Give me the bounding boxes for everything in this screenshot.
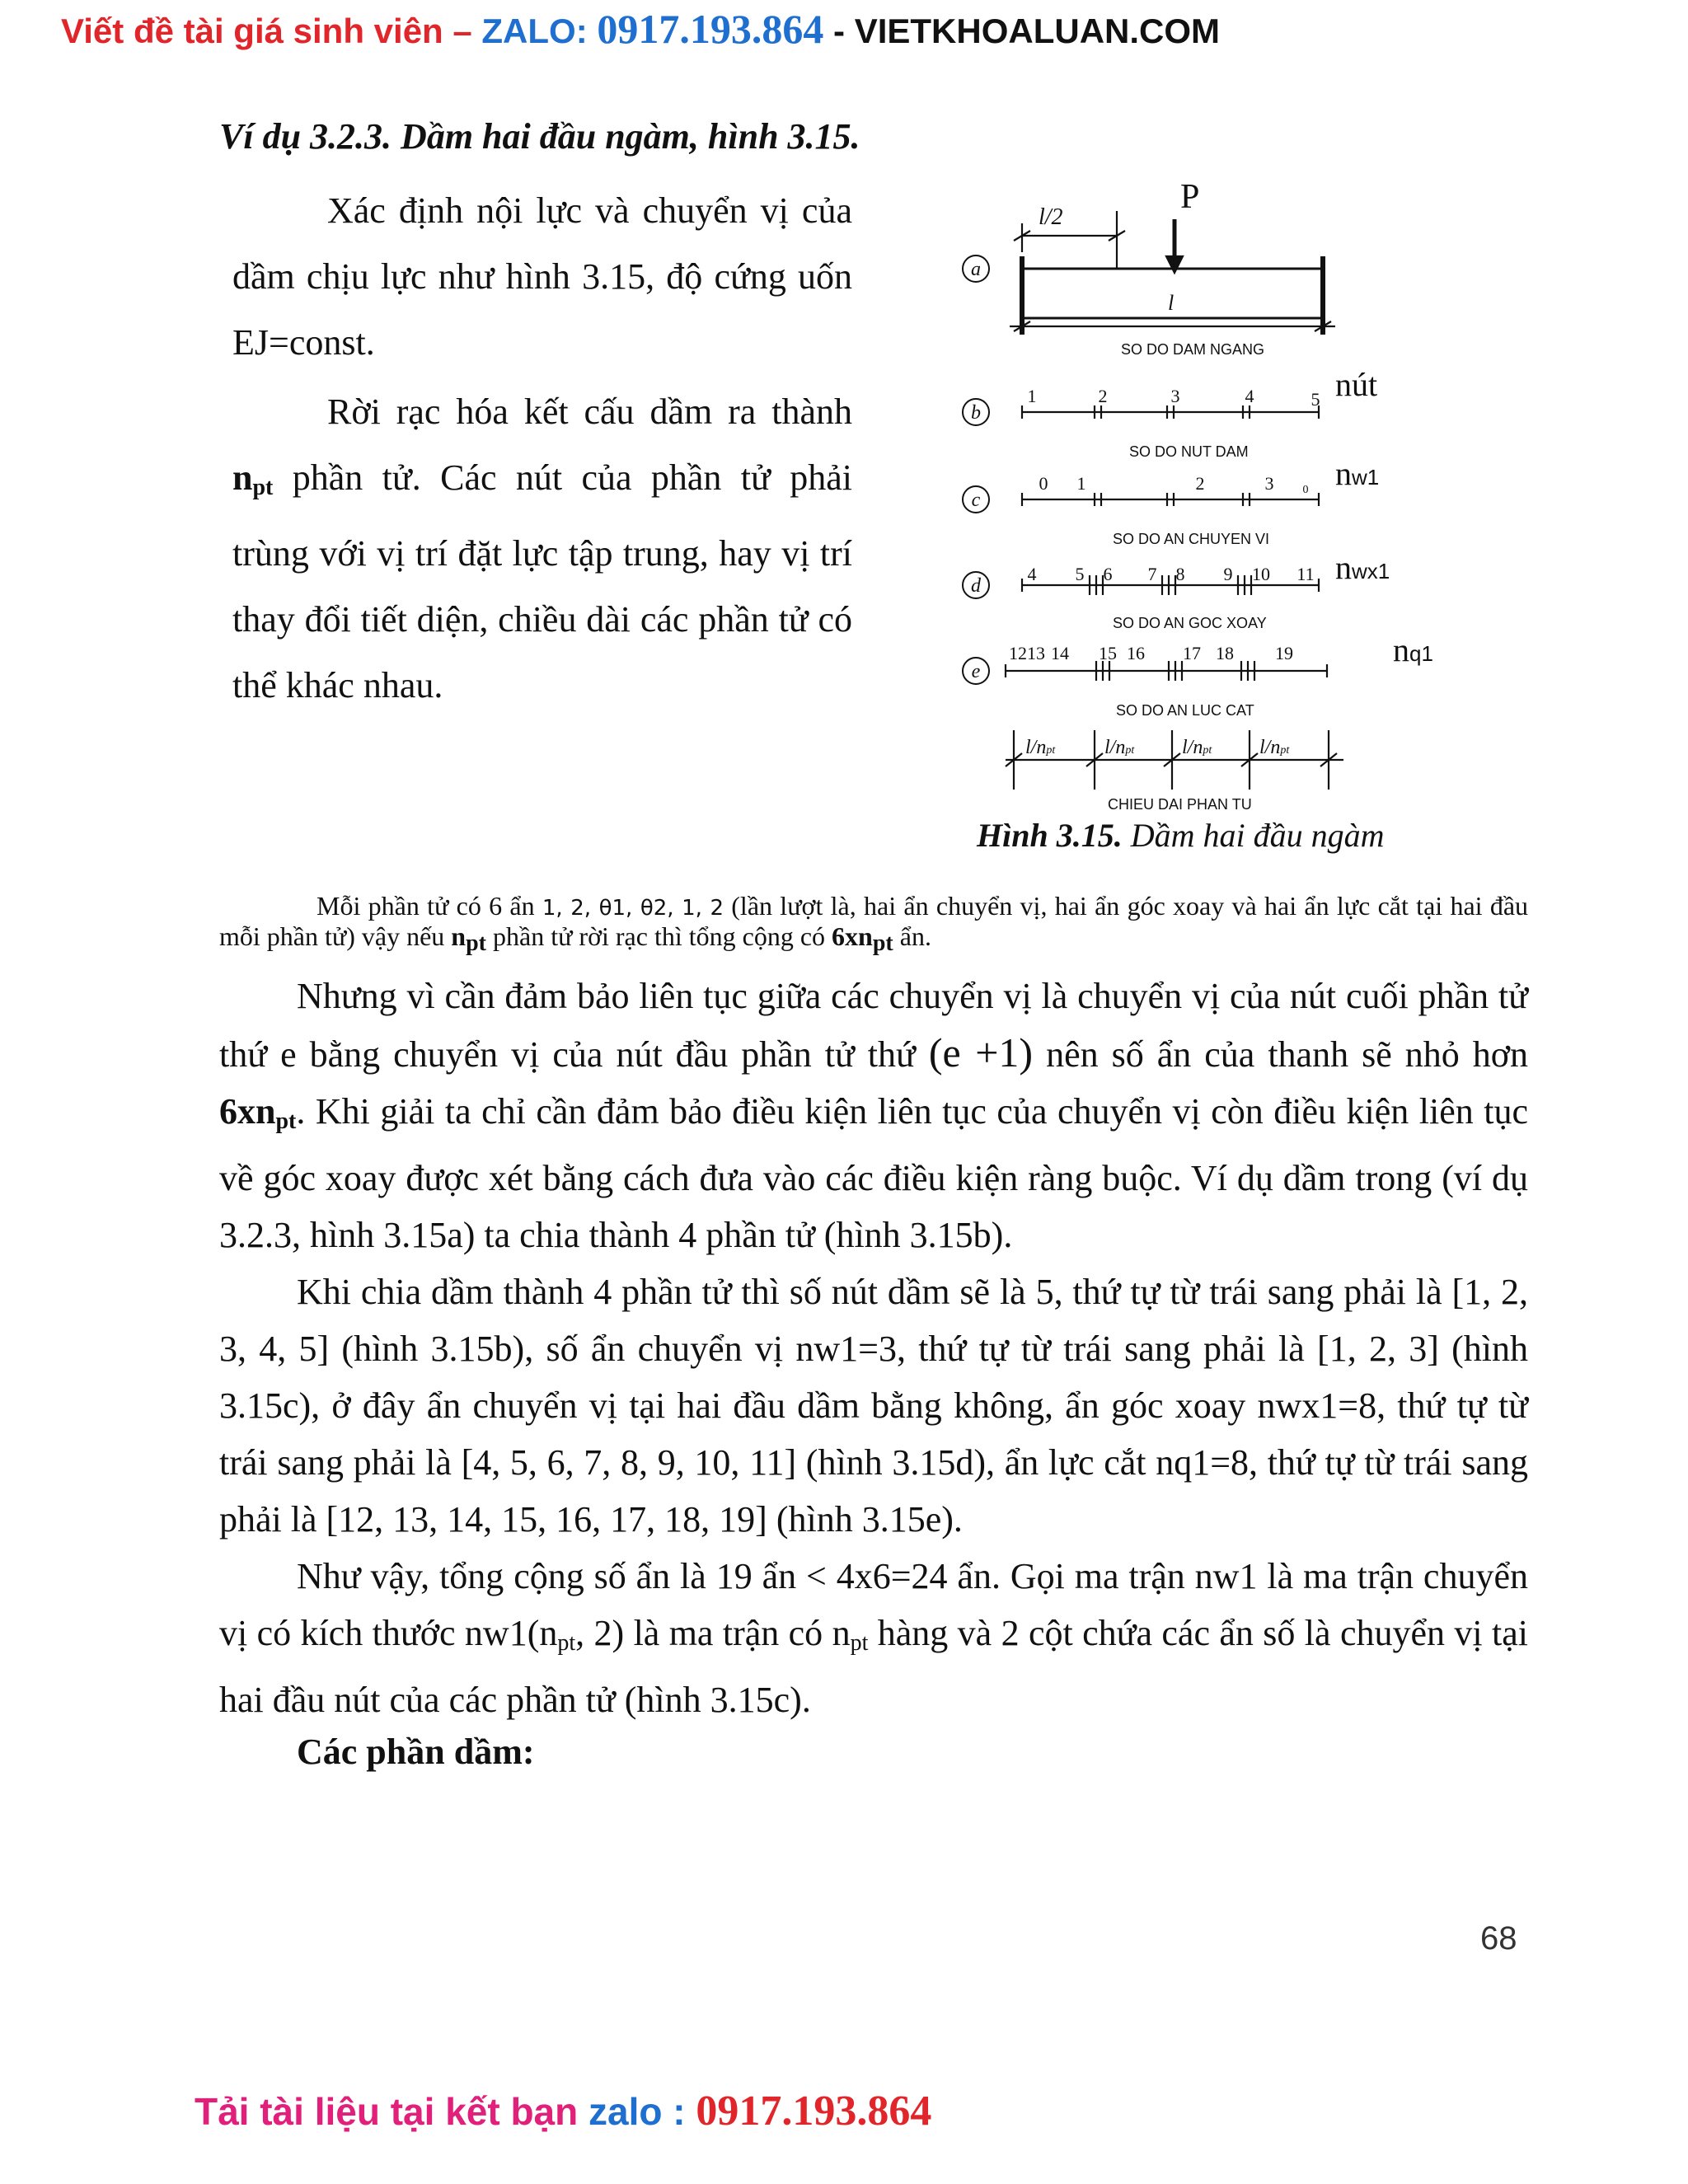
example-title: Ví dụ 3.2.3. Dầm hai đầu ngàm, hình 3.15. — [219, 116, 860, 157]
small-paragraph — [219, 892, 1528, 958]
text-span: phần tử. Các nút của phần tử phải trùng với vị trí đặt lực tập trung, hay vị trí thay đổi tiết diện, chiều dài các phần tử có thể khác nhau. — [232, 457, 852, 705]
rot-num: 6 — [1103, 564, 1113, 584]
caption-text: Dầm hai đầu ngàm — [1122, 817, 1385, 854]
text-span: ẩn. — [893, 921, 931, 951]
text-span: hàng và 2 cột chứa các ẩn số là chuyển vị tại hai đầu nút của các phần tử (hình 3.15c). — [219, 1613, 1528, 1720]
row-label-b: b — [971, 402, 981, 424]
rot-num: 7 — [1147, 564, 1157, 584]
pt-subscript: pt — [252, 475, 274, 500]
caption-f: CHIEU DAI PHAN TU — [1108, 796, 1252, 813]
body-text — [219, 968, 1528, 1728]
shear-num: 1213 — [1009, 643, 1045, 663]
shear-num: 19 — [1275, 643, 1293, 663]
text-span: phần tử rời rạc thì tổng cộng có — [485, 921, 832, 951]
top-banner — [61, 5, 1220, 53]
node-num: 3 — [1170, 386, 1180, 406]
row-label-a: a — [971, 259, 981, 280]
banner-text: Tải tài liệu tại kết bạn — [195, 2090, 589, 2133]
npt-symbol: npt — [451, 921, 486, 956]
label-half-length: l/2 — [1039, 204, 1063, 230]
beam-diagram — [956, 178, 1442, 821]
rot-num: 4 — [1027, 564, 1037, 584]
rot-num: 11 — [1296, 564, 1315, 584]
caption-b: SO DO NUT DAM — [1129, 443, 1249, 460]
shear-num: 17 — [1183, 643, 1201, 663]
label-load-p: P — [1180, 178, 1200, 216]
row-label-e: e — [971, 661, 981, 682]
caption-e: SO DO AN LUC CAT — [1116, 702, 1254, 719]
small-paragraph-text — [219, 892, 1528, 958]
row-label-c: c — [971, 490, 981, 511]
paragraph-2 — [232, 379, 852, 719]
side-label-nwx1: nwx1 — [1335, 549, 1390, 586]
caption-d: SO DO AN GOC XOAY — [1113, 615, 1267, 631]
body-paragraph-1 — [219, 968, 1528, 1263]
seg-length-label: l/npt — [1259, 737, 1290, 758]
banner-phone: 0917.193.864 — [597, 6, 824, 52]
disp-num: 2 — [1195, 473, 1205, 494]
banner-zalo-label: ZALO: — [481, 12, 598, 50]
side-label-nw1: nw1 — [1335, 455, 1380, 492]
npt-symbol — [232, 457, 273, 498]
rot-num: 8 — [1175, 564, 1185, 584]
text-span: Mỗi phần tử có 6 ẩn — [316, 891, 542, 921]
caption-c: SO DO AN CHUYEN VI — [1113, 531, 1270, 547]
n-letter: n — [232, 457, 253, 498]
banner-zalo-label: zalo : — [588, 2090, 696, 2133]
page-number: 68 — [1480, 1920, 1517, 1957]
left-column-text — [232, 178, 852, 719]
text-span: Rời rạc hóa kết cấu dầm ra thành — [327, 391, 852, 432]
text-span: (lần lượt là, hai ẩn chuyển vị, hai ẩn góc xoay và hai ẩn lực cắt tại hai đầu mỗi phần tử) vậy nếu — [219, 891, 1529, 951]
pt-subscript: pt — [557, 1630, 576, 1656]
node-num: 2 — [1098, 386, 1108, 406]
shear-num: 14 — [1051, 643, 1069, 663]
caption-a: SO DO DAM NGANG — [1121, 341, 1265, 358]
node-num: 1 — [1027, 386, 1037, 406]
disp-num: 3 — [1264, 473, 1274, 494]
caption-number: Hình 3.15. — [977, 817, 1123, 854]
section-heading: Các phần dầm: — [297, 1732, 535, 1772]
bottom-banner — [195, 2087, 931, 2135]
body-paragraph-3 — [219, 1548, 1528, 1728]
rot-num: 9 — [1223, 564, 1233, 584]
label-length: l — [1168, 291, 1175, 315]
banner-phone: 0917.193.864 — [696, 2088, 932, 2135]
disp-num: 1 — [1076, 473, 1086, 494]
rot-num: 5 — [1075, 564, 1085, 584]
banner-text: Viết đề tài giá sinh viên – — [61, 12, 482, 50]
text-span: Nhưng vì cần đảm bảo liên tục giữa các chuyển vị là chuyển vị của nút cuối phần tử thứ e bằng chuyển vị của nút đầu phần tử thứ — [219, 976, 1528, 1075]
unknowns-symbols: 1, 2, θ1, θ2, 1, 2 — [542, 896, 724, 921]
paragraph-1: Xác định nội lực và chuyển vị của dầm chịu lực như hình 3.15, độ cứng uốn EJ=const. — [232, 190, 852, 363]
seg-length-label: l/npt — [1104, 737, 1135, 758]
shear-num: 18 — [1216, 643, 1234, 663]
figure-3-15 — [956, 178, 1442, 854]
text-span: . Khi giải ta chỉ cần đảm bảo điều kiện liên tục của chuyển vị còn điều kiện liên tục về góc xoay được xét bằng cách đưa vào các điều kiện ràng buộc. Ví dụ dầm trong (ví dụ 3.2.3, hình 3.15a) ta chia thành 4 phần tử (hình 3.15b). — [219, 1091, 1528, 1255]
disp-num: 0 — [1039, 473, 1048, 494]
disp-num: 0 — [1302, 484, 1309, 496]
side-label-nut: nút — [1335, 366, 1378, 403]
text-span: Như vậy, tổng cộng số ẩn là 19 ẩn < 4x6=24 ẩn. Gọi ma trận nw1 là ma trận chuyển vị có kích thước nw1(n — [219, 1556, 1528, 1653]
six-npt: $6xn_{pt}$ — [219, 1091, 297, 1134]
rot-num: 10 — [1252, 564, 1270, 584]
side-label-nq1: nq1 — [1393, 631, 1433, 668]
pt-subscript: pt — [850, 1630, 869, 1656]
body-paragraph-2: Khi chia dầm thành 4 phần tử thì số nút dầm sẽ là 5, thứ tự từ trái sang phải là [1, 2, 3, 4, 5] (hình 3.15b), số ẩn chuyển vị nw1=3, thứ tự từ trái sang phải là [1, 2, 3] (hình 3.15c), ở đây ẩn chuyển vị tại hai đầu dầm bằng không, ẩn góc xoay nwx1=8, thứ tự từ trái sang phải là [4, 5, 6, 7, 8, 9, 10, 11] (hình 3.15d), ẩn lực cắt nq1=8, thứ tự từ trái sang phải là [12, 13, 14, 15, 16, 17, 18, 19] (hình 3.15e). — [219, 1272, 1528, 1540]
shear-num: 16 — [1127, 643, 1145, 663]
figure-caption — [977, 816, 1385, 855]
text-span: nên số ẩn của thanh sẽ nhỏ hơn — [1033, 1034, 1528, 1075]
shear-num: 15 — [1099, 643, 1117, 663]
seg-length-label: l/npt — [1182, 737, 1212, 758]
banner-site: - VIETKHOALUAN.COM — [823, 12, 1221, 50]
node-num: 5 — [1311, 389, 1320, 410]
row-label-d: d — [971, 575, 981, 597]
six-npt: 6xnpt — [832, 921, 893, 956]
node-num: 4 — [1245, 386, 1254, 406]
seg-length-label: l/npt — [1025, 737, 1056, 758]
expr: (e +1) — [928, 1029, 1034, 1076]
text-span: , 2) là ma trận có n — [575, 1613, 851, 1653]
